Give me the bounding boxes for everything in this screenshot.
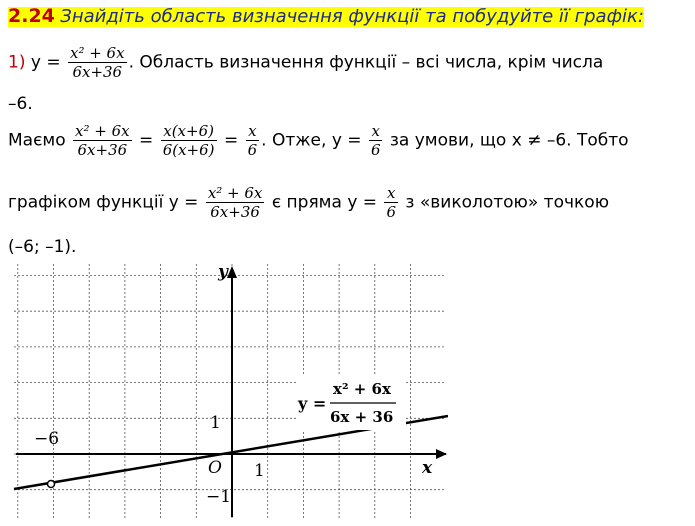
word-maiemo: Маємо bbox=[8, 130, 66, 151]
y-equals: y = bbox=[30, 52, 61, 73]
condition-text: за умови, що x ≠ –6. Тобто bbox=[389, 130, 629, 151]
fraction-main: $\frac{\text{x² + 6x}}{6x+36}$ bbox=[69, 44, 125, 81]
origin-label: O bbox=[208, 458, 222, 478]
task-statement: Знайдіть область визначення функції та побудуйте її графік: bbox=[60, 6, 644, 27]
x-tick-1-label: 1 bbox=[254, 461, 265, 481]
equals-sign: = bbox=[223, 130, 239, 151]
y-tick-1-label: 1 bbox=[210, 413, 221, 433]
fraction-simplified: $\frac{x}{6}$ bbox=[247, 122, 258, 159]
y-axis-label: y bbox=[218, 262, 228, 282]
simplification-line bbox=[8, 122, 629, 159]
function-label-num: x² + 6x bbox=[333, 380, 391, 398]
item-marker: 1) bbox=[8, 52, 26, 73]
function-label-den: 6x + 36 bbox=[330, 408, 394, 426]
x-axis-arrow bbox=[436, 449, 447, 459]
point-line bbox=[8, 237, 76, 257]
line-text: є пряма y = bbox=[271, 192, 378, 213]
fraction-original: $\frac{\text{x² + 6x}}{6x+36}$ bbox=[75, 122, 130, 159]
domain-text-cont: –6. bbox=[8, 94, 33, 114]
x-tick-minus6-label: −6 bbox=[34, 429, 60, 449]
item1-line-cont bbox=[8, 94, 33, 114]
fraction-result: $\frac{x}{6}$ bbox=[370, 122, 381, 159]
graph-description-line bbox=[8, 184, 609, 221]
function-label-y: y = bbox=[298, 394, 327, 413]
fraction-line: $\frac{x}{6}$ bbox=[386, 184, 396, 221]
y-axis-arrow bbox=[227, 266, 237, 278]
item1-line bbox=[8, 44, 603, 81]
punctured-point: (–6; –1). bbox=[8, 237, 77, 257]
heading-highlight bbox=[8, 7, 644, 27]
function-graph bbox=[8, 262, 448, 520]
graph-text: графіком функції y = bbox=[8, 192, 199, 213]
therefore-text: . Отже, y = bbox=[261, 130, 362, 151]
y-tick-minus1-label: −1 bbox=[206, 487, 232, 507]
x-axis-label: x bbox=[422, 458, 433, 478]
punctured-text: з «виколотою» точкою bbox=[405, 192, 609, 213]
punctured-point-marker bbox=[48, 481, 55, 488]
domain-text: . Область визначення функції – всі числа, крім числа bbox=[128, 52, 604, 73]
task-heading bbox=[8, 6, 644, 27]
fraction-function: $\frac{\text{x² + 6x}}{6x+36}$ bbox=[207, 184, 263, 221]
equals-sign: = bbox=[139, 130, 154, 151]
fraction-factored: $\frac{x(x+6)}{6(x+6)}$ bbox=[162, 122, 215, 159]
task-number: 2.24 bbox=[8, 5, 55, 27]
